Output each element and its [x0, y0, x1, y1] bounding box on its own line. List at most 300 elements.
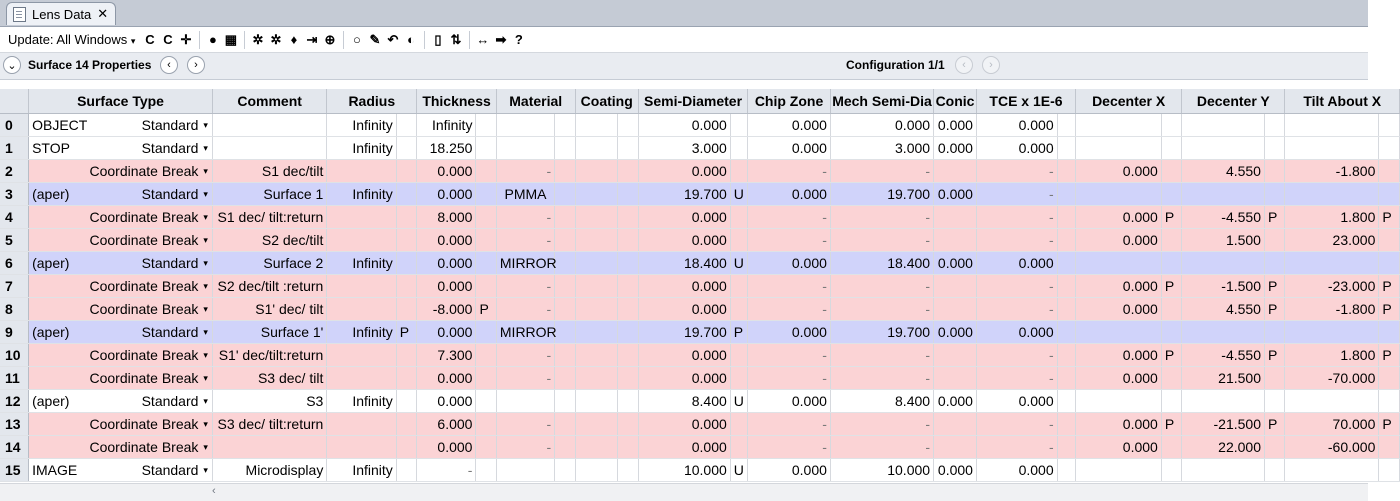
- thickness-cell[interactable]: 0.000: [417, 252, 476, 275]
- coating-cell[interactable]: [575, 275, 618, 298]
- tce-solve-flag[interactable]: [1057, 321, 1075, 344]
- semi-diameter-solve-flag[interactable]: [730, 367, 747, 390]
- conic-cell[interactable]: 0.000: [934, 183, 977, 206]
- thickness-solve-flag[interactable]: [476, 344, 496, 367]
- surface-type-cell[interactable]: [29, 206, 213, 229]
- conic-cell[interactable]: 0.000: [934, 390, 977, 413]
- decenter-x-solve-flag[interactable]: P: [1161, 275, 1181, 298]
- comment-cell[interactable]: S2 dec/tilt :return: [212, 275, 326, 298]
- thickness-solve-flag[interactable]: [476, 367, 496, 390]
- material-cell[interactable]: [496, 114, 554, 137]
- table-row[interactable]: [0, 459, 1400, 482]
- thickness-cell[interactable]: 0.000: [417, 436, 476, 459]
- material-cell[interactable]: -: [496, 344, 554, 367]
- conic-cell[interactable]: [934, 298, 977, 321]
- radius-cell[interactable]: [327, 367, 396, 390]
- table-row[interactable]: [0, 390, 1400, 413]
- tce-cell[interactable]: -: [976, 367, 1057, 390]
- tce-solve-flag[interactable]: [1057, 252, 1075, 275]
- table-row[interactable]: [0, 436, 1400, 459]
- decenter-x-cell[interactable]: 0.000: [1076, 206, 1162, 229]
- material-solve-flag[interactable]: [555, 229, 575, 252]
- radius-solve-flag[interactable]: [396, 459, 416, 482]
- decenter-x-cell[interactable]: [1076, 459, 1162, 482]
- surface-type-cell[interactable]: [29, 321, 213, 344]
- radius-cell[interactable]: Infinity: [327, 390, 396, 413]
- mech-semi-dia-cell[interactable]: 0.000: [830, 114, 933, 137]
- chip-zone-cell[interactable]: 0.000: [748, 390, 831, 413]
- chip-zone-cell[interactable]: -: [748, 436, 831, 459]
- coating-solve-flag[interactable]: [618, 275, 638, 298]
- decenter-x-cell[interactable]: [1076, 321, 1162, 344]
- mech-semi-dia-cell[interactable]: -: [830, 436, 933, 459]
- decenter-y-solve-flag[interactable]: [1264, 160, 1284, 183]
- thickness-cell[interactable]: 0.000: [417, 160, 476, 183]
- conic-cell[interactable]: 0.000: [934, 114, 977, 137]
- thickness-solve-flag[interactable]: [476, 321, 496, 344]
- decenter-y-cell[interactable]: [1182, 183, 1265, 206]
- material-solve-flag[interactable]: [555, 275, 575, 298]
- tce-solve-flag[interactable]: [1057, 390, 1075, 413]
- lens-icon[interactable]: ♦: [290, 32, 298, 47]
- row-number[interactable]: 10: [0, 344, 29, 367]
- close-icon[interactable]: ✕: [97, 6, 109, 21]
- chip-zone-cell[interactable]: 0.000: [748, 252, 831, 275]
- thickness-solve-flag[interactable]: [476, 137, 496, 160]
- tce-cell[interactable]: 0.000: [976, 390, 1057, 413]
- semi-diameter-cell[interactable]: 8.400: [638, 390, 730, 413]
- surface-type-dropdown[interactable]: [142, 255, 208, 271]
- decenter-x-cell[interactable]: [1076, 252, 1162, 275]
- row-number[interactable]: 6: [0, 252, 29, 275]
- row-number[interactable]: 2: [0, 160, 29, 183]
- semi-diameter-solve-flag[interactable]: U: [730, 183, 747, 206]
- tilt-about-x-solve-flag[interactable]: [1379, 436, 1400, 459]
- conic-cell[interactable]: [934, 436, 977, 459]
- semi-diameter-cell[interactable]: 0.000: [638, 206, 730, 229]
- material-cell[interactable]: -: [496, 229, 554, 252]
- radius-solve-flag[interactable]: [396, 298, 416, 321]
- thickness-solve-flag[interactable]: [476, 160, 496, 183]
- decenter-y-solve-flag[interactable]: [1264, 436, 1284, 459]
- surface-type-dropdown[interactable]: [89, 370, 207, 386]
- decenter-y-solve-flag[interactable]: P: [1264, 413, 1284, 436]
- tilt-about-x-cell[interactable]: [1285, 183, 1379, 206]
- conic-cell[interactable]: 0.000: [934, 459, 977, 482]
- tilt-about-x-solve-flag[interactable]: [1379, 160, 1400, 183]
- decenter-y-cell[interactable]: [1182, 252, 1265, 275]
- comment-cell[interactable]: S1 dec/ tilt:return: [212, 206, 326, 229]
- tce-solve-flag[interactable]: [1057, 206, 1075, 229]
- semi-diameter-cell[interactable]: 0.000: [638, 436, 730, 459]
- row-number[interactable]: 9: [0, 321, 29, 344]
- decenter-y-solve-flag[interactable]: P: [1264, 344, 1284, 367]
- decenter-y-cell[interactable]: -4.550: [1182, 344, 1265, 367]
- semi-diameter-solve-flag[interactable]: U: [730, 390, 747, 413]
- decenter-x-cell[interactable]: 0.000: [1076, 275, 1162, 298]
- table-row[interactable]: [0, 252, 1400, 275]
- semi-diameter-cell[interactable]: 18.400: [638, 252, 730, 275]
- tilt-about-x-cell[interactable]: [1285, 114, 1379, 137]
- decenter-y-solve-flag[interactable]: P: [1264, 206, 1284, 229]
- table-row[interactable]: [0, 344, 1400, 367]
- radius-cell[interactable]: Infinity: [327, 183, 396, 206]
- tilt-about-x-solve-flag[interactable]: [1379, 459, 1400, 482]
- tilt-about-x-cell[interactable]: [1285, 137, 1379, 160]
- mech-semi-dia-cell[interactable]: -: [830, 298, 933, 321]
- radius-cell[interactable]: [327, 229, 396, 252]
- surface-type-dropdown[interactable]: [142, 117, 208, 133]
- decenter-x-cell[interactable]: 0.000: [1076, 298, 1162, 321]
- chip-zone-cell[interactable]: 0.000: [748, 459, 831, 482]
- decenter-y-cell[interactable]: -21.500: [1182, 413, 1265, 436]
- decenter-x-solve-flag[interactable]: [1161, 390, 1181, 413]
- tce-solve-flag[interactable]: [1057, 367, 1075, 390]
- coating-cell[interactable]: [575, 390, 618, 413]
- decenter-x-solve-flag[interactable]: [1161, 459, 1181, 482]
- material-cell[interactable]: -: [496, 367, 554, 390]
- chip-zone-cell[interactable]: 0.000: [748, 183, 831, 206]
- decenter-y-solve-flag[interactable]: [1264, 321, 1284, 344]
- coating-solve-flag[interactable]: [618, 252, 638, 275]
- coating-solve-flag[interactable]: [618, 206, 638, 229]
- pen-icon[interactable]: ✎: [369, 31, 381, 47]
- surface-type-dropdown[interactable]: [142, 186, 208, 202]
- surface-type-dropdown[interactable]: [89, 439, 207, 455]
- header-semi-diameter[interactable]: Semi-Diameter: [638, 89, 747, 114]
- radius-solve-flag[interactable]: [396, 367, 416, 390]
- material-cell[interactable]: -: [496, 275, 554, 298]
- surface-type-cell[interactable]: [29, 252, 213, 275]
- decenter-y-cell[interactable]: -4.550: [1182, 206, 1265, 229]
- coating-solve-flag[interactable]: [618, 160, 638, 183]
- decenter-y-solve-flag[interactable]: [1264, 114, 1284, 137]
- header-mech-semi-dia[interactable]: Mech Semi-Dia: [830, 89, 933, 114]
- surface-type-dropdown[interactable]: [89, 232, 207, 248]
- decenter-y-cell[interactable]: [1182, 390, 1265, 413]
- surface-type-cell[interactable]: [29, 160, 213, 183]
- coating-cell[interactable]: [575, 321, 618, 344]
- thickness-cell[interactable]: -: [417, 459, 476, 482]
- radius-cell[interactable]: [327, 206, 396, 229]
- radius-cell[interactable]: [327, 436, 396, 459]
- radius-solve-flag[interactable]: [396, 436, 416, 459]
- decenter-y-solve-flag[interactable]: [1264, 390, 1284, 413]
- surface-type-dropdown[interactable]: [89, 347, 207, 363]
- tce-cell[interactable]: 0.000: [976, 459, 1057, 482]
- mech-semi-dia-cell[interactable]: -: [830, 229, 933, 252]
- decenter-x-cell[interactable]: 0.000: [1076, 367, 1162, 390]
- arrows-icon[interactable]: ↔: [476, 32, 490, 47]
- tilt-about-x-solve-flag[interactable]: P: [1379, 344, 1400, 367]
- radius-cell[interactable]: [327, 160, 396, 183]
- tilt-about-x-solve-flag[interactable]: [1379, 321, 1400, 344]
- help-icon[interactable]: ?: [514, 32, 523, 47]
- radius-solve-flag[interactable]: [396, 252, 416, 275]
- material-solve-flag[interactable]: [555, 137, 575, 160]
- conic-cell[interactable]: [934, 344, 977, 367]
- decenter-x-solve-flag[interactable]: P: [1161, 413, 1181, 436]
- decenter-x-solve-flag[interactable]: [1161, 137, 1181, 160]
- decenter-x-cell[interactable]: 0.000: [1076, 229, 1162, 252]
- surface-type-cell[interactable]: [29, 229, 213, 252]
- tce-solve-flag[interactable]: [1057, 137, 1075, 160]
- surface-type-cell[interactable]: [29, 298, 213, 321]
- coating-solve-flag[interactable]: [618, 321, 638, 344]
- next-surface-button[interactable]: [187, 56, 205, 74]
- comment-cell[interactable]: Surface 1: [212, 183, 326, 206]
- decenter-y-cell[interactable]: 22.000: [1182, 436, 1265, 459]
- tilt-about-x-cell[interactable]: -70.000: [1285, 367, 1379, 390]
- comment-cell[interactable]: S3: [212, 390, 326, 413]
- thickness-solve-flag[interactable]: [476, 275, 496, 298]
- decenter-y-cell[interactable]: 1.500: [1182, 229, 1265, 252]
- surface-type-dropdown[interactable]: [89, 163, 207, 179]
- radius-solve-flag[interactable]: [396, 183, 416, 206]
- tce-solve-flag[interactable]: [1057, 275, 1075, 298]
- radius-solve-flag[interactable]: [396, 413, 416, 436]
- material-solve-flag[interactable]: [555, 206, 575, 229]
- table-row[interactable]: [0, 229, 1400, 252]
- mech-semi-dia-cell[interactable]: 19.700: [830, 321, 933, 344]
- decenter-x-solve-flag[interactable]: [1161, 183, 1181, 206]
- decenter-x-cell[interactable]: 0.000: [1076, 436, 1162, 459]
- material-solve-flag[interactable]: [555, 298, 575, 321]
- semi-diameter-cell[interactable]: 0.000: [638, 413, 730, 436]
- thickness-solve-flag[interactable]: [476, 390, 496, 413]
- tilt-about-x-cell[interactable]: 1.800: [1285, 206, 1379, 229]
- semi-diameter-solve-flag[interactable]: [730, 344, 747, 367]
- header-conic[interactable]: Conic: [934, 89, 977, 114]
- comment-cell[interactable]: S1' dec/ tilt: [212, 298, 326, 321]
- mech-semi-dia-cell[interactable]: 10.000: [830, 459, 933, 482]
- coating-solve-flag[interactable]: [618, 436, 638, 459]
- surface-type-cell[interactable]: [29, 413, 213, 436]
- thickness-solve-flag[interactable]: [476, 206, 496, 229]
- semi-diameter-cell[interactable]: 0.000: [638, 275, 730, 298]
- tilt-about-x-solve-flag[interactable]: [1379, 367, 1400, 390]
- semi-diameter-cell[interactable]: 3.000: [638, 137, 730, 160]
- conic-cell[interactable]: [934, 367, 977, 390]
- thickness-cell[interactable]: 18.250: [417, 137, 476, 160]
- tce-cell[interactable]: -: [976, 298, 1057, 321]
- material-solve-flag[interactable]: [555, 436, 575, 459]
- row-number[interactable]: 1: [0, 137, 29, 160]
- target-icon[interactable]: ⊕: [324, 31, 336, 47]
- material-solve-flag[interactable]: [555, 183, 575, 206]
- comment-cell[interactable]: [212, 436, 326, 459]
- toggle-icon[interactable]: ◐: [406, 32, 415, 47]
- header-thickness[interactable]: Thickness: [417, 89, 497, 114]
- semi-diameter-solve-flag[interactable]: [730, 229, 747, 252]
- material-cell[interactable]: [496, 137, 554, 160]
- comment-cell[interactable]: S2 dec/tilt: [212, 229, 326, 252]
- semi-diameter-cell[interactable]: 0.000: [638, 229, 730, 252]
- header-decenter-y[interactable]: Decenter Y: [1182, 89, 1285, 114]
- material-cell[interactable]: [496, 459, 554, 482]
- decenter-x-cell[interactable]: [1076, 114, 1162, 137]
- table-row[interactable]: [0, 183, 1400, 206]
- radius-solve-flag[interactable]: [396, 206, 416, 229]
- radius-cell[interactable]: [327, 344, 396, 367]
- decenter-x-solve-flag[interactable]: [1161, 114, 1181, 137]
- conic-cell[interactable]: [934, 275, 977, 298]
- scroll-left-icon[interactable]: ‹: [212, 485, 216, 497]
- material-cell[interactable]: -: [496, 436, 554, 459]
- surface-type-cell[interactable]: [29, 183, 213, 206]
- tilt-about-x-solve-flag[interactable]: P: [1379, 206, 1400, 229]
- comment-cell[interactable]: S1 dec/tilt: [212, 160, 326, 183]
- chip-zone-cell[interactable]: -: [748, 275, 831, 298]
- table-row[interactable]: [0, 321, 1400, 344]
- radius-solve-flag[interactable]: [396, 114, 416, 137]
- conic-cell[interactable]: [934, 413, 977, 436]
- update-dropdown[interactable]: [8, 32, 135, 47]
- mech-semi-dia-cell[interactable]: 19.700: [830, 183, 933, 206]
- thickness-cell[interactable]: 7.300: [417, 344, 476, 367]
- page-icon[interactable]: ▯: [434, 31, 442, 47]
- surface-type-cell[interactable]: [29, 459, 213, 482]
- radius-solve-flag[interactable]: [396, 344, 416, 367]
- decenter-x-solve-flag[interactable]: P: [1161, 206, 1181, 229]
- tce-solve-flag[interactable]: [1057, 114, 1075, 137]
- decenter-x-cell[interactable]: 0.000: [1076, 344, 1162, 367]
- mech-semi-dia-cell[interactable]: -: [830, 344, 933, 367]
- tce-cell[interactable]: -: [976, 160, 1057, 183]
- coating-cell[interactable]: [575, 206, 618, 229]
- material-cell[interactable]: -: [496, 413, 554, 436]
- row-number[interactable]: 15: [0, 459, 29, 482]
- decenter-y-solve-flag[interactable]: [1264, 252, 1284, 275]
- refresh-icon[interactable]: C: [145, 32, 155, 47]
- conic-cell[interactable]: [934, 160, 977, 183]
- material-cell[interactable]: -: [496, 160, 554, 183]
- chip-zone-cell[interactable]: 0.000: [748, 321, 831, 344]
- material-cell[interactable]: -: [496, 298, 554, 321]
- decenter-x-solve-flag[interactable]: [1161, 252, 1181, 275]
- thickness-cell[interactable]: Infinity: [417, 114, 476, 137]
- decenter-x-cell[interactable]: [1076, 137, 1162, 160]
- coating-cell[interactable]: [575, 344, 618, 367]
- radius-cell[interactable]: Infinity: [327, 321, 396, 344]
- decenter-x-solve-flag[interactable]: [1161, 160, 1181, 183]
- row-number[interactable]: 5: [0, 229, 29, 252]
- tilt-about-x-solve-flag[interactable]: [1379, 183, 1400, 206]
- thickness-cell[interactable]: 0.000: [417, 367, 476, 390]
- radius-solve-flag[interactable]: [396, 137, 416, 160]
- tce-solve-flag[interactable]: [1057, 183, 1075, 206]
- surface-type-cell[interactable]: [29, 114, 213, 137]
- decenter-y-solve-flag[interactable]: P: [1264, 298, 1284, 321]
- tilt-about-x-cell[interactable]: -1.800: [1285, 298, 1379, 321]
- comment-cell[interactable]: [212, 137, 326, 160]
- tce-solve-flag[interactable]: [1057, 413, 1075, 436]
- row-number[interactable]: 8: [0, 298, 29, 321]
- semi-diameter-cell[interactable]: 19.700: [638, 183, 730, 206]
- coating-solve-flag[interactable]: [618, 344, 638, 367]
- chip-zone-cell[interactable]: -: [748, 229, 831, 252]
- semi-diameter-solve-flag[interactable]: [730, 206, 747, 229]
- radius-cell[interactable]: Infinity: [327, 252, 396, 275]
- tce-cell[interactable]: -: [976, 436, 1057, 459]
- surface-type-dropdown[interactable]: [89, 278, 207, 294]
- surface-type-dropdown[interactable]: [142, 140, 208, 156]
- material-solve-flag[interactable]: [555, 367, 575, 390]
- tilt-about-x-cell[interactable]: -1.800: [1285, 160, 1379, 183]
- radius-cell[interactable]: [327, 298, 396, 321]
- coating-solve-flag[interactable]: [618, 114, 638, 137]
- row-number[interactable]: 12: [0, 390, 29, 413]
- surface-type-cell[interactable]: [29, 275, 213, 298]
- semi-diameter-solve-flag[interactable]: P: [730, 321, 747, 344]
- chip-zone-cell[interactable]: 0.000: [748, 114, 831, 137]
- row-number[interactable]: 13: [0, 413, 29, 436]
- surface-type-cell[interactable]: [29, 137, 213, 160]
- tce-cell[interactable]: -: [976, 413, 1057, 436]
- thickness-cell[interactable]: 0.000: [417, 183, 476, 206]
- decenter-y-cell[interactable]: [1182, 321, 1265, 344]
- decenter-x-solve-flag[interactable]: P: [1161, 344, 1181, 367]
- tilt-about-x-solve-flag[interactable]: [1379, 137, 1400, 160]
- conic-cell[interactable]: 0.000: [934, 137, 977, 160]
- chip-zone-cell[interactable]: -: [748, 160, 831, 183]
- header-chip-zone[interactable]: Chip Zone: [748, 89, 831, 114]
- tce-cell[interactable]: 0.000: [976, 137, 1057, 160]
- material-solve-flag[interactable]: [555, 344, 575, 367]
- tilt-about-x-cell[interactable]: [1285, 321, 1379, 344]
- tce-cell[interactable]: -: [976, 229, 1057, 252]
- tce-solve-flag[interactable]: [1057, 344, 1075, 367]
- coating-solve-flag[interactable]: [618, 390, 638, 413]
- chip-zone-cell[interactable]: -: [748, 367, 831, 390]
- comment-cell[interactable]: S3 dec/ tilt: [212, 367, 326, 390]
- conic-cell[interactable]: [934, 229, 977, 252]
- tilt-about-x-cell[interactable]: [1285, 390, 1379, 413]
- semi-diameter-solve-flag[interactable]: U: [730, 459, 747, 482]
- axis-icon[interactable]: ✲: [252, 31, 264, 47]
- table-row[interactable]: [0, 298, 1400, 321]
- mech-semi-dia-cell[interactable]: -: [830, 275, 933, 298]
- tce-cell[interactable]: -: [976, 344, 1057, 367]
- mech-semi-dia-cell[interactable]: 8.400: [830, 390, 933, 413]
- semi-diameter-cell[interactable]: 0.000: [638, 367, 730, 390]
- material-solve-flag[interactable]: [555, 413, 575, 436]
- coating-cell[interactable]: [575, 160, 618, 183]
- tilt-about-x-solve-flag[interactable]: [1379, 114, 1400, 137]
- thickness-solve-flag[interactable]: [476, 114, 496, 137]
- material-solve-flag[interactable]: [555, 160, 575, 183]
- mech-semi-dia-cell[interactable]: -: [830, 367, 933, 390]
- semi-diameter-solve-flag[interactable]: U: [730, 252, 747, 275]
- semi-diameter-cell[interactable]: 0.000: [638, 160, 730, 183]
- tilt-about-x-solve-flag[interactable]: [1379, 252, 1400, 275]
- row-number[interactable]: 3: [0, 183, 29, 206]
- decenter-x-solve-flag[interactable]: [1161, 436, 1181, 459]
- coating-cell[interactable]: [575, 436, 618, 459]
- coating-cell[interactable]: [575, 183, 618, 206]
- table-row[interactable]: [0, 160, 1400, 183]
- coating-solve-flag[interactable]: [618, 413, 638, 436]
- conic-cell[interactable]: 0.000: [934, 252, 977, 275]
- header-tce[interactable]: TCE x 1E-6: [976, 89, 1075, 114]
- coating-solve-flag[interactable]: [618, 298, 638, 321]
- coating-cell[interactable]: [575, 413, 618, 436]
- surface-type-cell[interactable]: [29, 390, 213, 413]
- row-number[interactable]: 14: [0, 436, 29, 459]
- surface-type-cell[interactable]: [29, 367, 213, 390]
- table-row[interactable]: [0, 137, 1400, 160]
- coating-cell[interactable]: [575, 137, 618, 160]
